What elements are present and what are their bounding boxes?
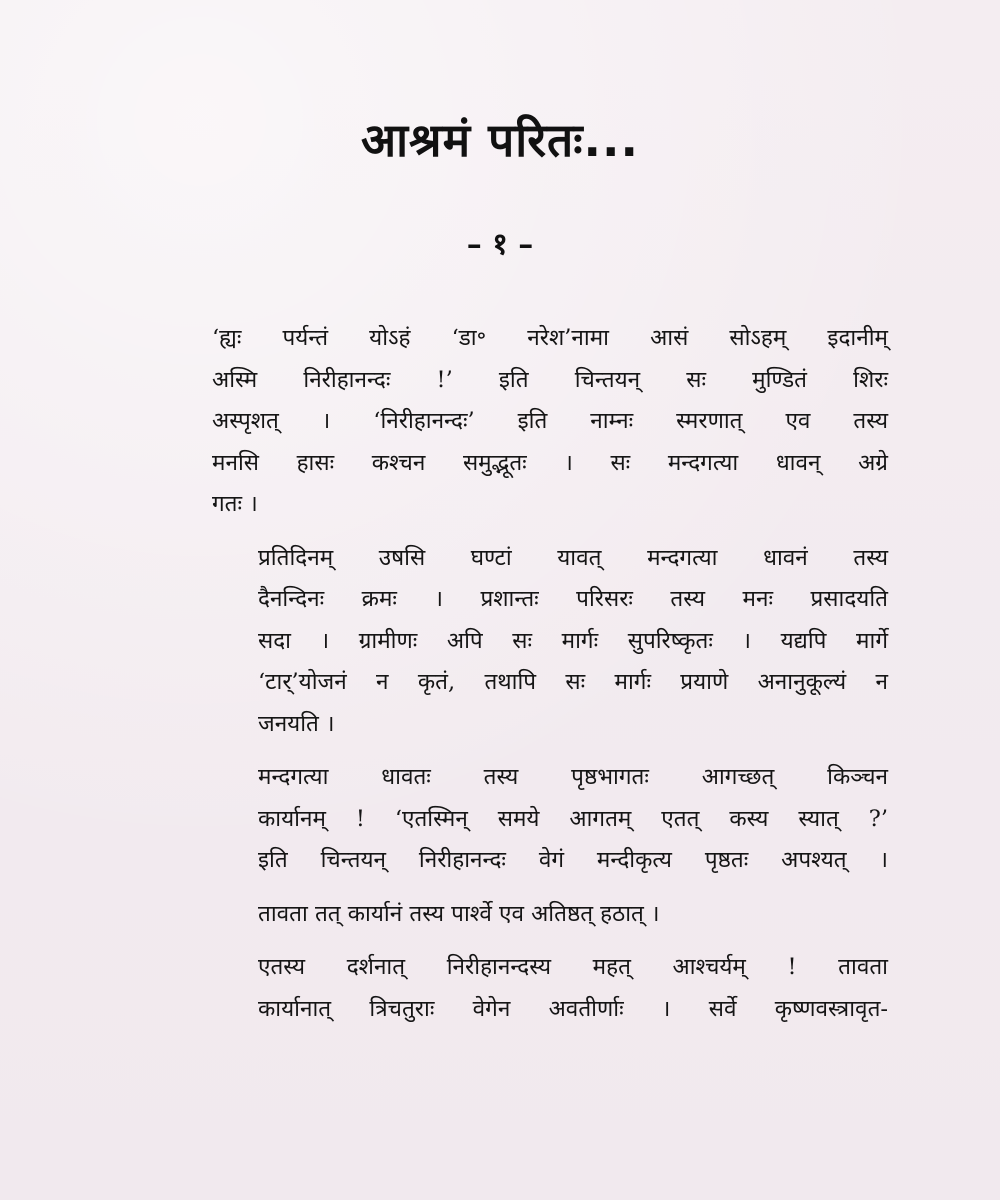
paragraph-1 — [212, 318, 888, 526]
text-line: अस्मि निरीहानन्दः !’ इति चिन्तयन् सः मुण्डितं शिरः — [212, 366, 888, 393]
paragraph-5 — [212, 947, 888, 1030]
paragraph-3 — [212, 757, 888, 882]
text-line: एतस्य दर्शनात् निरीहानन्दस्य महत् आश्चर्यम् ! तावता — [258, 954, 888, 980]
paragraph-2 — [212, 538, 888, 746]
text-line: जनयति । — [258, 710, 335, 737]
text-line: प्रतिदिनम् उषसि घण्टां यावत् मन्दगत्या धावनं तस्य — [258, 544, 888, 571]
text-line: ‘टार्’योजनं न कृतं, तथापि सः मार्गः प्रयाणे अनानुकूल्यं न — [258, 669, 888, 695]
text-line: इति चिन्तयन् निरीहानन्दः वेगं मन्दीकृत्य पृष्ठतः अपश्यत् । — [258, 847, 888, 873]
text-line: दैनन्दिनः क्रमः । प्रशान्तः परिसरः तस्य मनः प्रसादयति — [258, 586, 888, 612]
body-text — [212, 318, 888, 1042]
chapter-number: – १ – — [466, 227, 534, 262]
page-title: आश्रमं परितः... — [361, 113, 639, 167]
text-line: अस्पृशत् । ‘निरीहानन्दः’ इति नाम्नः स्मरणात् एव तस्य — [212, 408, 888, 434]
text-line: सदा । ग्रामीणः अपि सः मार्गः सुपरिष्कृतः । यद्यपि मार्गे — [258, 627, 888, 654]
text-line: कार्यानात् त्रिचतुराः वेगेन अवतीर्णाः । सर्वे कृष्णवस्त्रावृत- — [258, 995, 888, 1022]
text-line: कार्यानम् ! ‘एतस्मिन् समये आगतम् एतत् कस्य स्यात् ?’ — [258, 805, 888, 832]
text-line: मनसि हासः कश्चन समुद्भूतः । सः मन्दगत्या धावन् अग्रे — [212, 449, 888, 476]
text-line: ‘ह्यः पर्यन्तं योऽहं ‘डा॰ नरेश’नामा आसं सोऽहम् इदानीम् — [212, 325, 888, 351]
text-line: तावता तत् कार्यानं तस्य पार्श्वे एव अतिष्ठत् हठात् । — [258, 900, 660, 927]
text-line: गतः । — [212, 491, 258, 517]
paragraph-4 — [212, 894, 888, 936]
text-line: मन्दगत्या धावतः तस्य पृष्ठभागतः आगच्छत् किञ्चन — [258, 764, 888, 790]
